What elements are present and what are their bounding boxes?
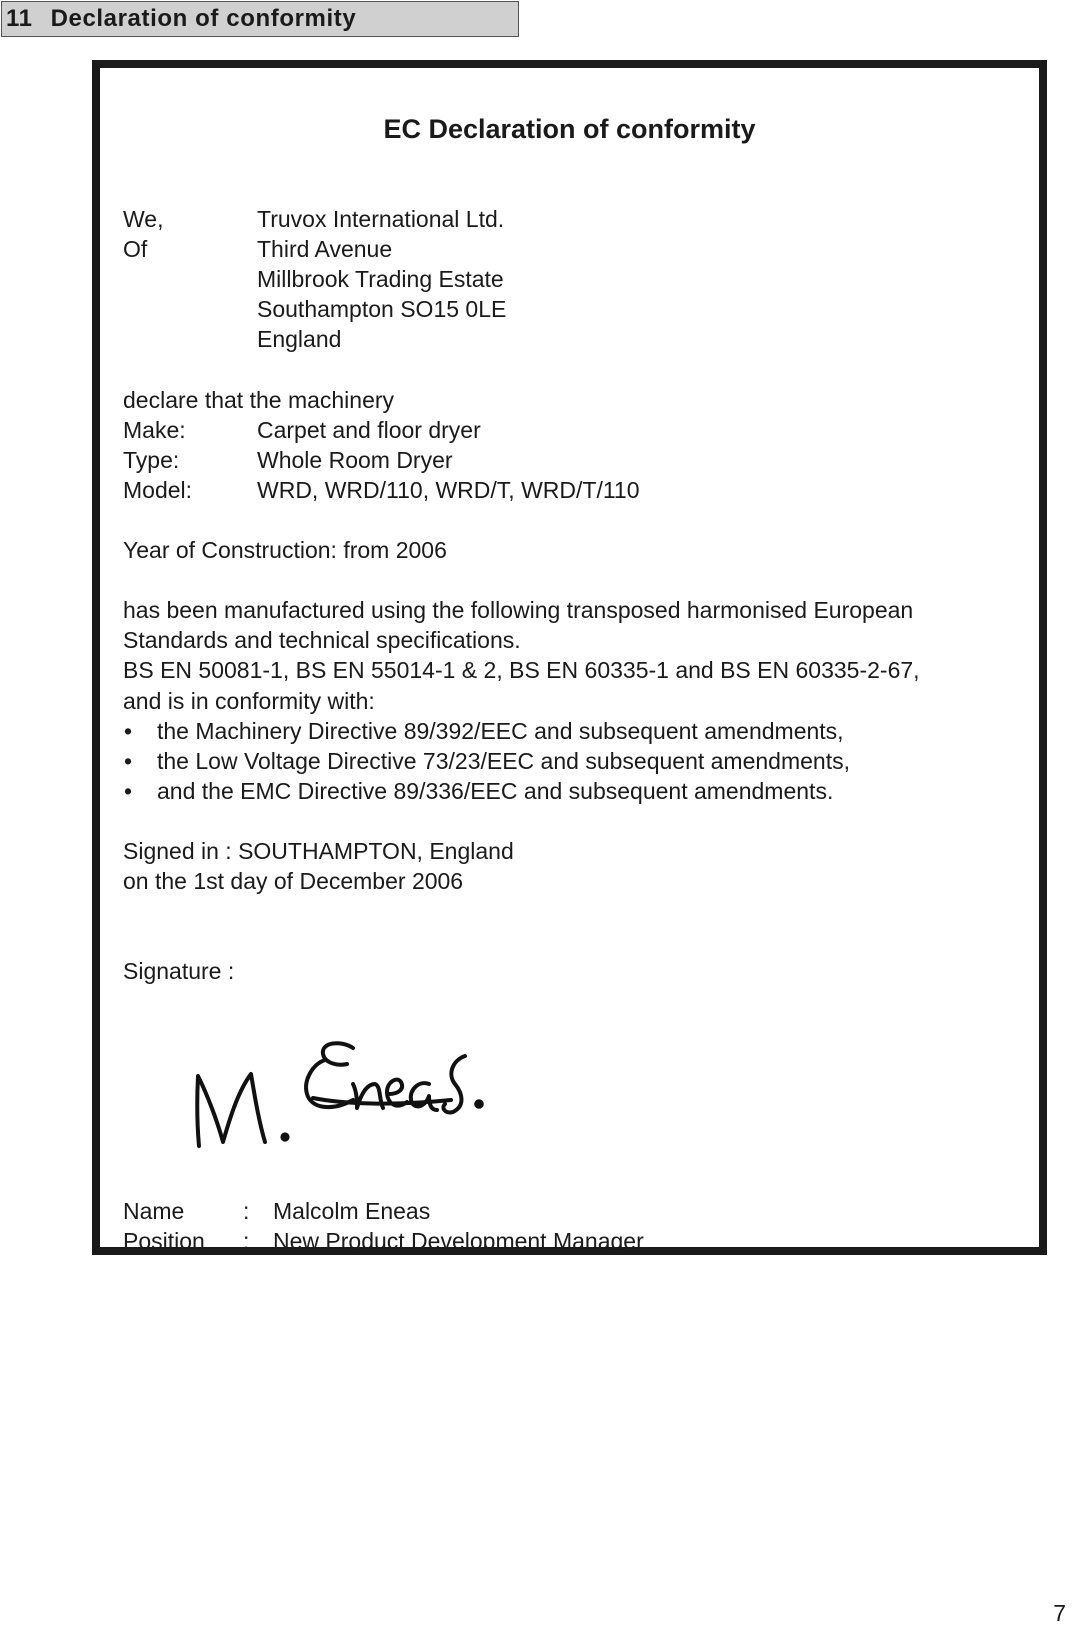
section-header	[1, 1, 519, 37]
address-line: England	[257, 326, 342, 353]
standards-line: has been manufactured using the following transposed harmonised European	[123, 597, 914, 624]
bullet-icon: •	[124, 717, 133, 744]
position-row	[123, 1226, 1033, 1256]
standards-line: BS EN 50081-1, BS EN 55014-1 & 2, BS EN 60335-1 and BS EN 60335-2-67,	[123, 657, 920, 684]
address-line: Southampton SO15 0LE	[257, 296, 507, 323]
of-label: Of	[123, 236, 148, 263]
directive-item	[123, 716, 1033, 746]
position-label: Position	[123, 1228, 205, 1255]
we-label: We,	[123, 206, 164, 232]
section-title: Declaration of conformity	[50, 5, 357, 32]
signature-image	[193, 1034, 493, 1164]
make-row	[123, 415, 1033, 445]
name-value: Malcolm Eneas	[273, 1198, 431, 1225]
colon: :	[243, 1198, 250, 1225]
bullet-icon: •	[124, 777, 133, 804]
colon: :	[243, 1228, 250, 1255]
company-row	[123, 204, 1033, 234]
make-value: Carpet and floor dryer	[257, 416, 481, 443]
model-label: Model:	[123, 476, 193, 503]
name-label: Name	[123, 1198, 185, 1225]
standards-line: Standards and technical specifications.	[123, 627, 521, 654]
section-number: 11	[6, 5, 33, 32]
directive-text: and the EMC Directive 89/336/EEC and subsequent amendments.	[157, 777, 834, 804]
address-row	[123, 234, 1033, 354]
model-row	[123, 475, 1033, 505]
directive-item	[123, 746, 1033, 776]
signed-in: Signed in : SOUTHAMPTON, England	[123, 837, 514, 864]
directive-text: the Low Voltage Directive 73/23/EEC and subsequent amendments,	[157, 747, 850, 774]
bullet-icon: •	[124, 747, 133, 774]
declare-line: declare that the machinery	[123, 386, 395, 413]
signature-label: Signature :	[123, 958, 235, 985]
model-value: WRD, WRD/110, WRD/T, WRD/T/110	[257, 476, 640, 503]
type-row	[123, 445, 1033, 475]
address-block	[257, 234, 506, 354]
position-value: New Product Development Manager	[273, 1228, 644, 1255]
standards-line: and is in conformity with:	[123, 687, 375, 714]
address-line: Third Avenue	[257, 236, 393, 263]
type-value: Whole Room Dryer	[257, 446, 453, 473]
document-title: EC Declaration of conformity	[383, 114, 756, 144]
declaration-box	[92, 60, 1047, 1255]
directive-item	[123, 776, 1033, 806]
signed-on: on the 1st day of December 2006	[123, 868, 464, 895]
type-label: Type:	[123, 446, 180, 473]
address-line: Millbrook Trading Estate	[257, 266, 504, 293]
company-name: Truvox International Ltd.	[257, 206, 505, 232]
year-of-construction: Year of Construction: from 2006	[123, 537, 447, 564]
make-label: Make:	[123, 416, 186, 443]
directive-text: the Machinery Directive 89/392/EEC and subsequent amendments,	[157, 717, 844, 744]
page-number: 7	[1053, 1600, 1066, 1626]
declaration-body	[123, 204, 1033, 1256]
signature	[123, 986, 1033, 1196]
name-row	[123, 1196, 1033, 1226]
